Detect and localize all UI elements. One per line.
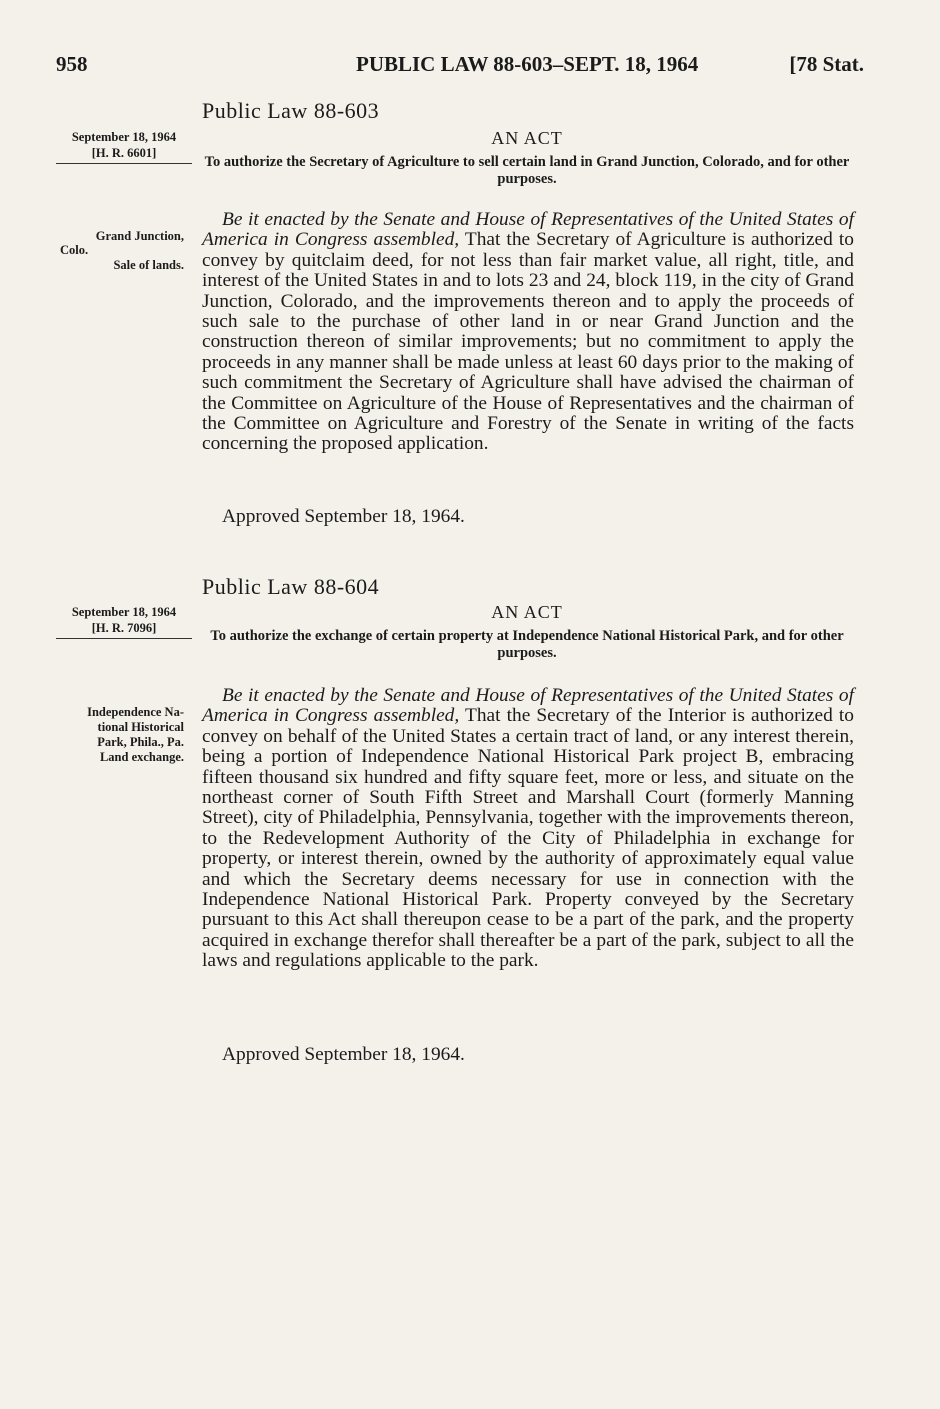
act-text: That the Secretary of Agriculture is authorized to convey by quitclaim deed, for not less than fair market value, all right, title, and interest of the United States in and to lots 23 and 24, block 119, in the city of Grand Junction, Colorado, and the improvements thereon and to apply the proceeds of such sale to the purchase of other land in or near Grand Junction and the construction thereon of similar improvements; but no commitment to apply the proceeds in any manner shall be made unless at least 60 days prior to the making of such commitment the Secretary of Agriculture shall have advised the chairman of the Committee on Agriculture of the House of Representatives and the chairman of the Committee on Agriculture and Forestry of the Senate in writing of the facts concerning the proposed application. bbox=[202, 229, 854, 455]
margin-note: Land exchange. bbox=[99, 750, 184, 764]
margin-note: tional Historical bbox=[97, 720, 184, 734]
enacting-clause: Be it enacted by the Senate and House of Representatives of the United States of America in Congress assembled, bbox=[202, 685, 854, 727]
bill-number: [H. R. 6601] bbox=[91, 146, 157, 160]
act-purpose: To authorize the exchange of certain property at Independence National Historical Park, and for other purposes. bbox=[210, 628, 844, 661]
act-heading: AN ACT bbox=[491, 128, 563, 148]
bill-number: [H. R. 7096] bbox=[91, 621, 157, 635]
enacting-clause: Be it enacted by the Senate and House of Representatives of the United States of America in Congress assembled, bbox=[202, 209, 854, 251]
act-heading: AN ACT bbox=[491, 602, 563, 622]
margin-note: Independence Na- bbox=[87, 705, 184, 719]
act-text: That the Secretary of the Interior is authorized to convey on behalf of the United States a certain tract of land, or any interest therein, being a portion of Independence National Historical Park project B, embracing fifteen thousand six hundred and fifty square feet, more or less, and situate on the northeast corner of South Fifth Street and Marshall Court (formerly Manning Street), city of Philadelphia, Pennsylvania, together with the improvements thereon, to the Redevelopment Authority of the City of Philadelphia in exchange for property, or interest therein, owned by the authority of approximately equal value and which the Secretary deems necessary for use in connection with the Independence National Historical Park. Property conveyed by the Secretary pursuant to this Act shall thereupon cease to be a part of the park, and the property acquired in exchange therefor shall thereafter be a part of the park, subject to all the laws and regulations applicable to the park. bbox=[202, 705, 854, 972]
enactment-date: September 18, 1964 bbox=[71, 130, 177, 144]
act-body bbox=[202, 686, 854, 972]
approval-line: Approved September 18, 1964. bbox=[222, 1044, 465, 1065]
page-number: 958 bbox=[56, 52, 88, 76]
law-title: Public Law 88-603 bbox=[202, 98, 380, 123]
statute-reference: [78 Stat. bbox=[789, 52, 864, 76]
margin-note: Sale of lands. bbox=[113, 258, 184, 272]
margin-note: Colo. bbox=[60, 243, 89, 257]
side-rule bbox=[56, 638, 192, 639]
act-body bbox=[202, 210, 854, 455]
law-title: Public Law 88-604 bbox=[202, 574, 380, 599]
approval-line: Approved September 18, 1964. bbox=[222, 506, 465, 527]
side-rule bbox=[56, 163, 192, 164]
running-head: PUBLIC LAW 88-603–SEPT. 18, 1964 bbox=[356, 52, 699, 76]
act-purpose: To authorize the Secretary of Agriculture to sell certain land in Grand Junction, Colorado, and for other purposes. bbox=[204, 154, 850, 187]
enactment-date: September 18, 1964 bbox=[71, 605, 177, 619]
page-header bbox=[56, 52, 864, 82]
margin-note: Park, Phila., Pa. bbox=[97, 735, 184, 749]
margin-note: Grand Junction, bbox=[95, 229, 184, 243]
